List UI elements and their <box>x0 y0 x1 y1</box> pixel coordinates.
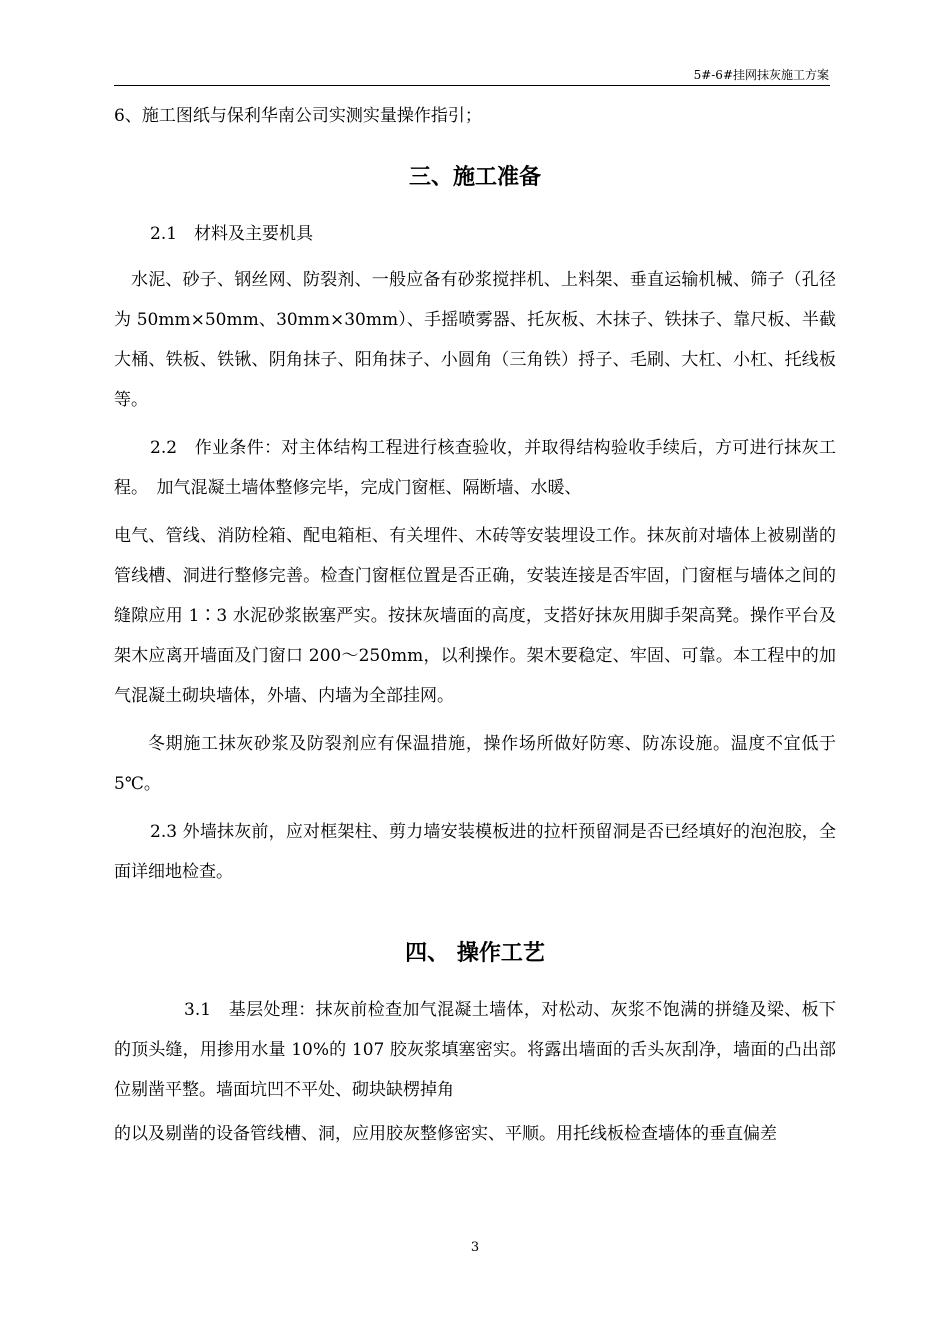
paragraph-3-1-continued: 的以及剔凿的设备管线槽、洞，应用胶灰整修密实、平顺。用托线板检查墙体的垂直偏差 <box>114 1124 777 1144</box>
paragraph-winter-construction: 冬期施工抹灰砂浆及防裂剂应有保温措施，操作场所做好防寒、防冻设施。温度不宜低于 5℃。 <box>114 734 836 794</box>
paragraph-3-1: 3.1 基层处理：抹灰前检查加气混凝土墙体，对松动、灰浆不饱满的拼缝及梁、板下的顶头缝，用掺用水量 10%的 107 胶灰浆填塞密实。将露出墙面的舌头灰刮净，墙面的凸出部位剔凿平整。墙面坑凹不平处、砌块缺楞掉角 <box>114 1000 836 1100</box>
subheading-2-1: 2.1 材料及主要机具 <box>150 224 314 244</box>
paragraph-work-conditions: 2.2 作业条件：对主体结构工程进行核查验收，并取得结构验收手续后，方可进行抹灰工程。 加气混凝土墙体整修完毕，完成门窗框、隔断墙、水暖、 <box>114 438 836 498</box>
page-number: 3 <box>470 1240 480 1255</box>
paragraph-2-3: 2.3 外墙抹灰前，应对框架柱、剪力墙安装模板进的拉杆预留洞是否已经填好的泡泡胶，全面详细地检查。 <box>114 822 836 882</box>
paragraph-work-conditions-continued: 电气、管线、消防栓箱、配电箱柜、有关埋件、木砖等安装埋设工作。抹灰前对墙体上被剔凿的管线槽、洞进行整修完善。检查门窗框位置是否正确，安装连接是否牢固，门窗框与墙体之间的缝隙应用 1∶3 水泥砂浆嵌塞严实。按抹灰墙面的高度，支搭好抹灰用脚手架高凳。操作平台及架木应离开墙面及门窗口 200～250mm，以利操作。架木要稳定、牢固、可靠。本工程中的加气混凝土砌块墙体，外墙、内墙为全部挂网。 <box>114 526 836 706</box>
section-heading-4: 四、 操作工艺 <box>405 941 545 966</box>
header-rule <box>114 85 830 86</box>
section-heading-3: 三、施工准备 <box>408 165 541 190</box>
document-body <box>114 96 836 1154</box>
paragraph-reference-6: 6、施工图纸与保利华南公司实测实量操作指引； <box>114 106 482 126</box>
running-header: 5#-6#挂网抹灰施工方案 <box>693 68 829 82</box>
paragraph-materials: 水泥、砂子、钢丝网、防裂剂、一般应备有砂浆搅拌机、上料架、垂直运输机械、筛子（孔径为 50mm×50mm、30mm×30mm）、手摇喷雾器、托灰板、木抹子、铁抹子、靠尺板、半截大桶、铁板、铁锹、阴角抹子、阳角抹子、小圆角（三角铁）捋子、毛刷、大杠、小杠、托线板等。 <box>114 270 836 410</box>
